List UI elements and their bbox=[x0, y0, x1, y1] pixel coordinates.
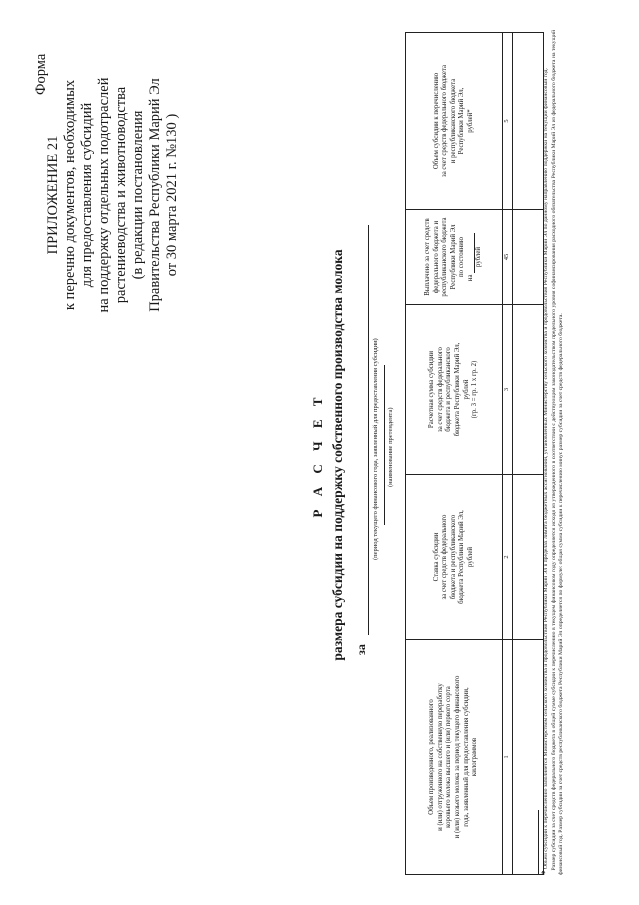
appendix-line: для предоставления субсидий bbox=[79, 102, 95, 288]
table-cell bbox=[512, 475, 543, 640]
paid-date-line bbox=[467, 214, 476, 300]
appendix-line: Правительства Республики Марий Эл bbox=[147, 78, 163, 312]
form-label: Форма bbox=[33, 53, 49, 95]
appendix-line: от 30 марта 2021 г. №130 ) bbox=[164, 113, 180, 277]
period-caption: (период текущего финансового года, заявленный для предоставления субсидии) bbox=[372, 338, 379, 560]
header-volume: Объем произведенного, реализованного и (или) отгруженного на собственную переработку коровьего молока высшего и (или) первого сорта и (или) козьего молока за период текущего финансового года, заявленный для предоставления субсидии, килограммов bbox=[406, 640, 503, 875]
appendix-line: на поддержку отдельных подотраслей bbox=[96, 77, 112, 313]
column-number-4: 4 bbox=[503, 257, 510, 261]
header-paid-text: Выплачено за счет средств федерального бюджета и республиканского бюджета Республики Марий Эл по состоянию bbox=[423, 217, 466, 297]
footnote-text: Размер субсидии за счет средств федерального бюджета в общей сумме субсидии к перечислению в текущем финансовом году определяется исходя из утвержденного в соответствии с действующим законодательством предельного уровня софинансирования расходного обязательства Республики Марий Эл из федерального бюджета на текущий финансовый год. Размер субсидии за счет средств республиканского бюджета Республики Марий Эл определяется по формуле: общая сумма субсидии к перечислению минус размер субсидии за счет средств федерального бюджета. bbox=[550, 30, 565, 875]
column-number bbox=[503, 210, 513, 305]
paid-unit: рублей bbox=[475, 247, 483, 267]
appendix-line: растениеводства и животноводства bbox=[113, 86, 129, 304]
document-subtitle: размера субсидии на поддержку собственного производства молока bbox=[330, 249, 345, 661]
za-label: за bbox=[354, 644, 368, 655]
paid-on-label: на bbox=[466, 274, 474, 282]
header-transfer-volume: Объем субсидии к перечислению за счет средств федерального бюджета и республиканского бюджета Республики Марий Эл, рублей* bbox=[406, 33, 503, 210]
footnote-paragraph bbox=[542, 30, 551, 875]
table-cell bbox=[512, 33, 543, 210]
column-number: 2 bbox=[503, 475, 513, 640]
table-header-row bbox=[406, 33, 503, 875]
appendix-header bbox=[45, 30, 181, 360]
footnote-text: Объем субсидии к перечислению заполняется Министерством сельского хозяйства и продовольствия Республики Марий Эл в пределах лимита бюджетных ассигнований, установленных Министерству сельского хозяйства и продовольствия Республики Марий Эл по данному направлению поддержки на текущий финансовый год. bbox=[543, 68, 549, 870]
header-rate: Ставка субсидии за счет средств федерального бюджета и республиканского бюджета Республики Марий Эл, рублей bbox=[406, 475, 503, 640]
header-paid bbox=[406, 210, 503, 305]
period-underline bbox=[368, 225, 369, 635]
calculation-table bbox=[405, 32, 544, 875]
appendix-line: ПРИЛОЖЕНИЕ 21 bbox=[45, 135, 61, 255]
applicant-underline bbox=[384, 365, 385, 525]
column-number-extra: 5 bbox=[503, 253, 510, 257]
footnote-paragraph bbox=[551, 30, 566, 875]
column-number: 3 bbox=[503, 305, 513, 475]
column-number: 1 bbox=[503, 640, 513, 875]
period-field bbox=[356, 225, 370, 655]
footnote-star: * bbox=[540, 870, 550, 875]
table-column-numbers-row bbox=[503, 33, 513, 875]
applicant-caption: (наименование претендента) bbox=[387, 407, 394, 487]
table-cell bbox=[512, 305, 543, 475]
appendix-line: (в редакции постановления bbox=[130, 110, 146, 280]
appendix-line: к перечню документов, необходимых bbox=[62, 79, 78, 311]
column-number: 5 bbox=[503, 33, 513, 210]
paid-date-blank bbox=[467, 233, 475, 273]
footnotes bbox=[542, 30, 566, 875]
footnote-separator bbox=[538, 810, 539, 875]
document-title: Р А С Ч Е Т bbox=[310, 392, 325, 518]
header-calculated-sum: Расчетная сумма субсидии за счет средств федерального бюджета и республиканского бюджета Республики Марий Эл, рублей (гр. 3 = гр. 1 х гр. 2) bbox=[406, 305, 503, 475]
table-empty-row bbox=[512, 33, 543, 875]
table-cell bbox=[512, 210, 543, 305]
